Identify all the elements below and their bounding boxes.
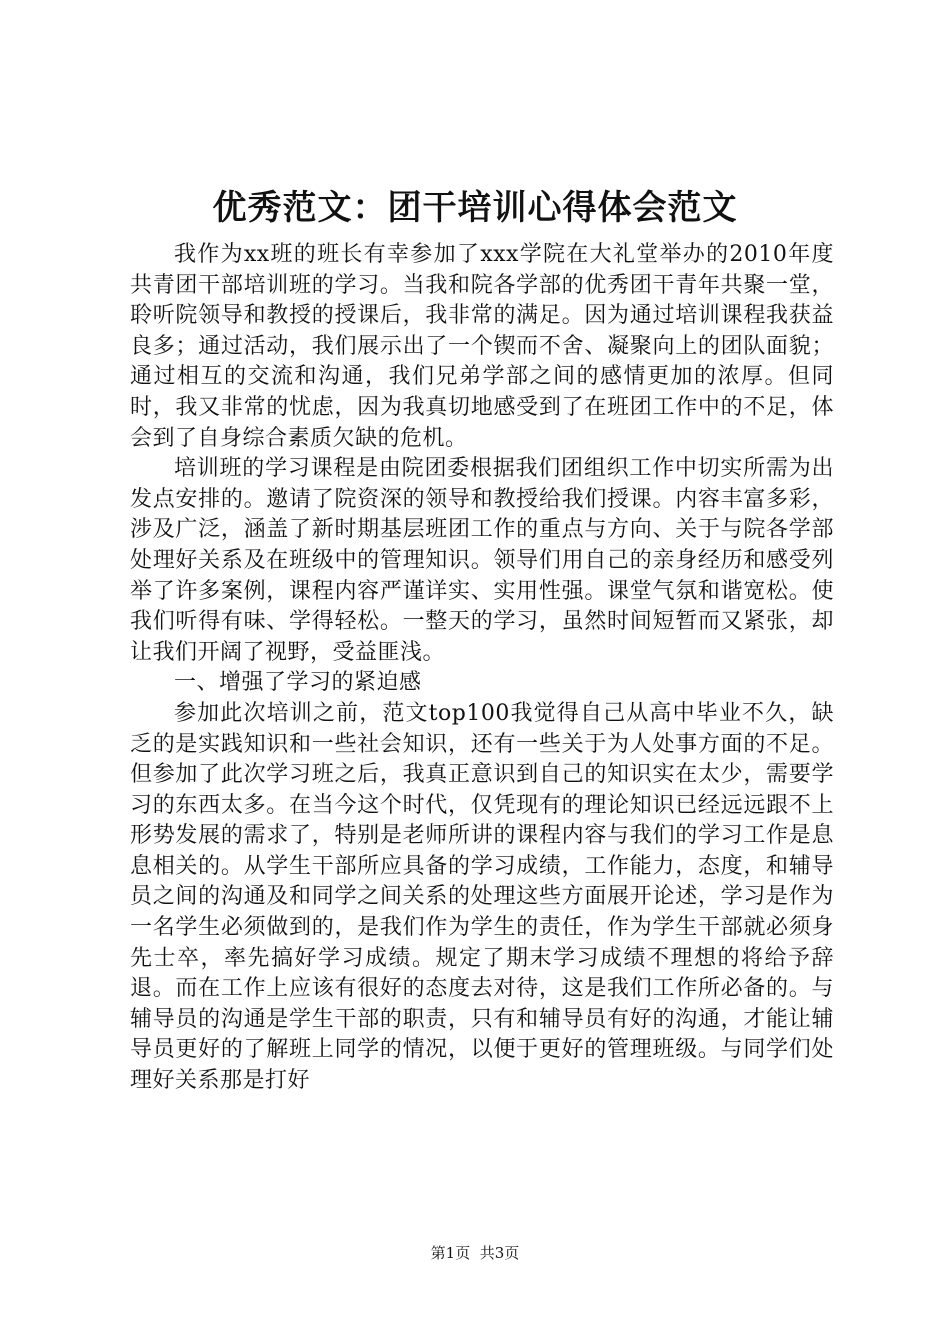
paragraph-section-body: 参加此次培训之前，范文top100我觉得自己从高中毕业不久，缺乏的是实践知识和一些社会知识，还有一些关于为人处事方面的不足。但参加了此次学习班之后，我真正意识到自己的知识实在太少，需要学习的东西太多。在当今这个时代，仅凭现有的理论知识已经远远跟不上形势发展的需求了，特别是老师所讲的课程内容与我们的学习工作是息息相关的。从学生干部所应具备的学习成绩，工作能力，态度，和辅导员之间的沟通及和同学之间关系的处理这些方面展开论述，学习是作为一名学生必须做到的，是我们作为学生的责任，作为学生干部就必须身先士卒，率先搞好学习成绩。规定了期末学习成绩不理想的将给予辞退。而在工作上应该有很好的态度去对待，这是我们工作所必备的。与辅导员的沟通是学生干部的职责，只有和辅导员有好的沟通，才能让辅导员更好的了解班上同学的情况，以便于更好的管理班级。与同学们处理好关系那是打好 — [130, 700, 834, 1094]
page-total: 共3页 — [479, 1244, 520, 1262]
page-number: 第1页 — [430, 1244, 471, 1262]
document-title: 优秀范文：团干培训心得体会范文 — [212, 188, 738, 228]
paragraph-course: 培训班的学习课程是由院团委根据我们团组织工作中切实所需为出发点安排的。邀请了院资深的领导和教授给我们授课。内容丰富多彩，涉及广泛，涵盖了新时期基层班团工作的重点与方向、关于与院各学部处理好关系及在班级中的管理知识。领导们用自己的亲身经历和感受列举了许多案例，课程内容严谨详实、实用性强。课堂气氛和谐宽松。使我们听得有味、学得轻松。一整天的学习，虽然时间短暂而又紧张，却让我们开阔了视野，受益匪浅。 — [130, 456, 834, 665]
document-body — [130, 240, 834, 1097]
paragraph-intro: 我作为xx班的班长有幸参加了xxx学院在大礼堂举办的2010年度共青团干部培训班的学习。当我和院各学部的优秀团干青年共聚一堂，聆听院领导和教授的授课后，我非常的满足。因为通过培训课程我获益良多；通过活动，我们展示出了一个锲而不舍、凝聚向上的团队面貌；通过相互的交流和沟通，我们兄弟学部之间的感情更加的浓厚。但同时，我又非常的忧虑，因为我真切地感受到了在班团工作中的不足，体会到了自身综合素质欠缺的危机。 — [130, 242, 834, 451]
page-footer — [0, 1243, 950, 1263]
section-heading: 一、增强了学习的紧迫感 — [174, 670, 422, 696]
